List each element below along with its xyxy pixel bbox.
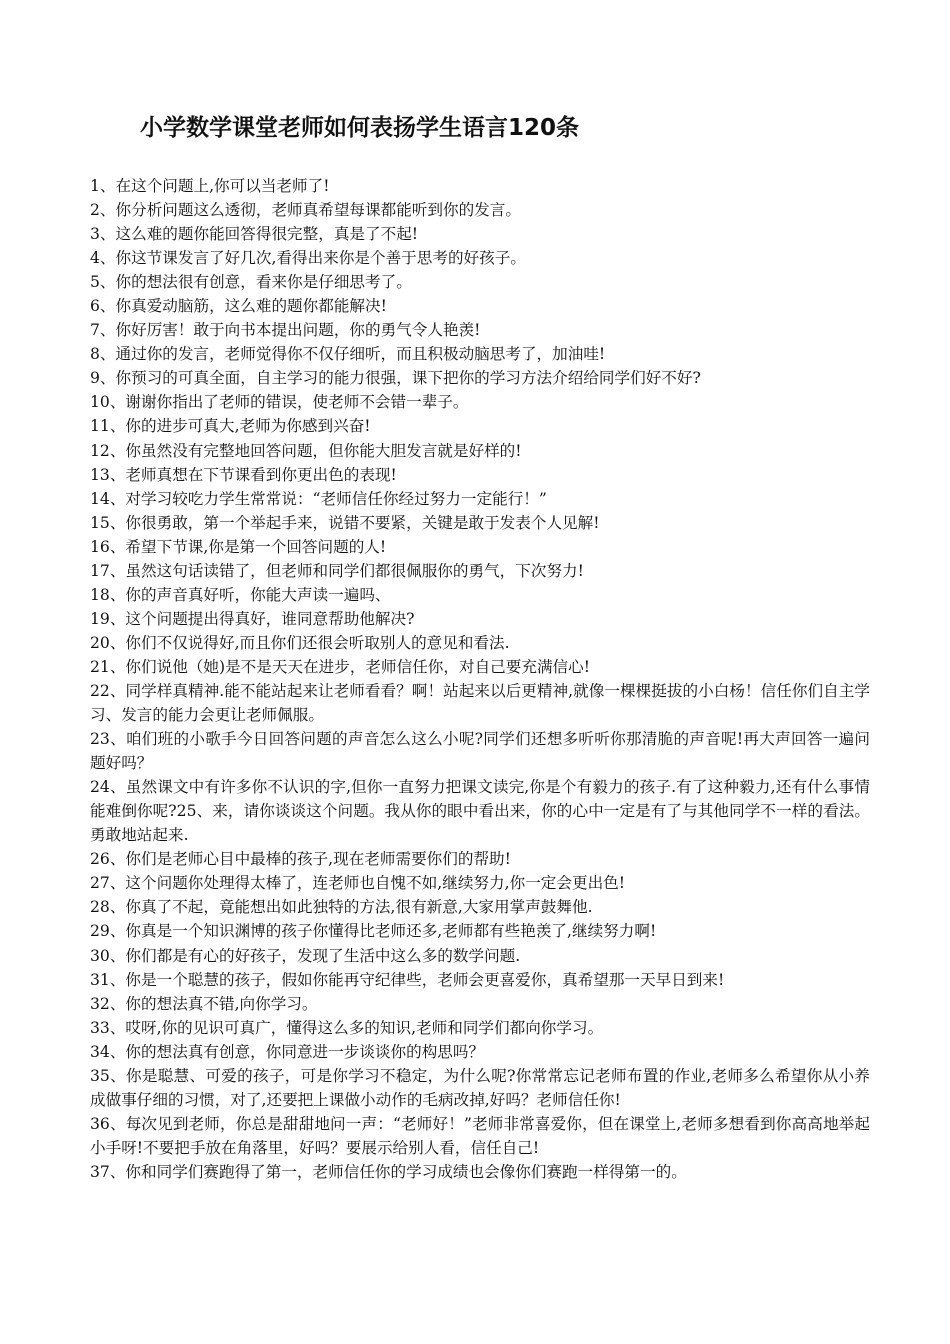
list-item: 2、你分析问题这么透彻，老师真希望每课都能听到你的发言。 (90, 201, 521, 220)
list-item: 35、你是聪慧、可爱的孩子，可是你学习不稳定，为什么呢?你常常忘记老师布置的作业,老师多么希望你从小养成做事仔细的习惯，对了,还要把上课做小动作的毛病改掉,好吗？老师信任你! (90, 1066, 870, 1109)
list-item: 21、你们说他（她)是不是天天在进步，老师信任你，对自己要充满信心! (90, 657, 591, 676)
list-item: 11、你的进步可真大,老师为你感到兴奋! (90, 417, 371, 436)
list-item: 32、你的想法真不错,向你学习。 (90, 994, 318, 1013)
praise-list (90, 174, 870, 1184)
list-item: 14、对学习较吃力学生常常说：“老师信任你经过努力一定能行！” (90, 489, 547, 508)
list-item: 8、通过你的发言，老师觉得你不仅仔细听，而且积极动脑思考了，加油哇! (90, 345, 606, 364)
list-item: 28、你真了不起，竟能想出如此独特的方法,很有新意,大家用掌声鼓舞他. (90, 898, 593, 917)
list-item: 5、你的想法很有创意，看来你是仔细思考了。 (90, 273, 412, 292)
list-item: 24、虽然课文中有许多你不认识的字,但你一直努力把课文读完,你是个有毅力的孩子.有了这种毅力,还有什么事情能难倒你呢?25、来，请你谈谈这个问题。我从你的眼中看出来，你的心中一定是有了与其他同学不一样的看法。勇敢地站起来. (90, 778, 870, 845)
list-item: 18、你的声音真好听，你能大声读一遍吗、 (90, 585, 391, 604)
list-item: 6、你真爱动脑筋，这么难的题你都能解决! (90, 297, 387, 316)
list-item: 4、你这节课发言了好几次,看得出来你是个善于思考的好孩子。 (90, 249, 526, 268)
list-item: 29、你真是一个知识渊博的孩子你懂得比老师还多,老师都有些艳羡了,继续努力啊! (90, 922, 657, 941)
list-item: 20、你们不仅说得好,而且你们还很会听取别人的意见和看法. (90, 633, 510, 652)
list-item: 23、咱们班的小歌手今日回答问题的声音怎么这么小呢?同学们还想多听听你那清脆的声音呢!再大声回答一遍问题好吗？ (90, 730, 870, 773)
list-item: 13、老师真想在下节课看到你更出色的表现! (90, 465, 397, 484)
list-item: 37、你和同学们赛跑得了第一，老师信任你的学习成绩也会像你们赛跑一样得第一的。 (90, 1162, 687, 1181)
list-item: 30、你们都是有心的好孩子，发现了生活中这么多的数学问题. (90, 946, 521, 965)
list-item: 27、这个问题你处理得太棒了，连老师也自愧不如,继续努力,你一定会更出色! (90, 874, 626, 893)
list-item: 19、这个问题提出得真好，谁同意帮助他解决? (90, 609, 415, 628)
list-item: 9、你预习的可真全面，自主学习的能力很强，课下把你的学习方法介绍给同学们好不好? (90, 369, 701, 388)
list-item: 12、你虽然没有完整地回答问题，但你能大胆发言就是好样的! (90, 441, 522, 460)
list-item: 16、希望下节课,你是第一个回答问题的人! (90, 537, 387, 556)
list-item: 1、在这个问题上,你可以当老师了! (90, 177, 330, 195)
list-item: 26、你们是老师心目中最棒的孩子,现在老师需要你们的帮助! (90, 850, 511, 869)
list-item: 33、哎呀,你的见识可真广，懂得这么多的知识,老师和同学们都向你学习。 (90, 1018, 604, 1037)
list-item: 7、你好厉害！敢于向书本提出问题，你的勇气令人艳羡! (90, 321, 481, 340)
document-title: 小学数学课堂老师如何表扬学生语言120条 (140, 115, 580, 141)
list-item: 31、你是一个聪慧的孩子，假如你能再守纪律些，老师会更喜爱你，真希望那一天早日到来! (90, 970, 725, 989)
list-item: 17、虽然这句话读错了，但老师和同学们都很佩服你的勇气，下次努力! (90, 561, 584, 580)
list-item: 34、你的想法真有创意，你同意进一步谈谈你的构思吗？ (90, 1042, 485, 1061)
list-item: 10、谢谢你指出了老师的错误，使老师不会错一辈子。 (90, 393, 469, 412)
list-item: 36、每次见到老师，你总是甜甜地问一声：“老师好！”老师非常喜爱你，但在课堂上,老师多想看到你高高地举起小手呀!不要把手放在角落里，好吗？要展示给别人看，信任自己! (90, 1114, 870, 1157)
list-item: 22、同学样真精神.能不能站起来让老师看看？啊！站起来以后更精神,就像一棵棵挺拔的小白杨！信任你们自主学习、发言的能力会更让老师佩服。 (90, 681, 870, 725)
list-item: 3、这么难的题你能回答得很完整，真是了不起! (90, 225, 419, 244)
list-item: 15、你很勇敢，第一个举起手来，说错不要紧，关键是敢于发表个人见解! (90, 513, 600, 532)
